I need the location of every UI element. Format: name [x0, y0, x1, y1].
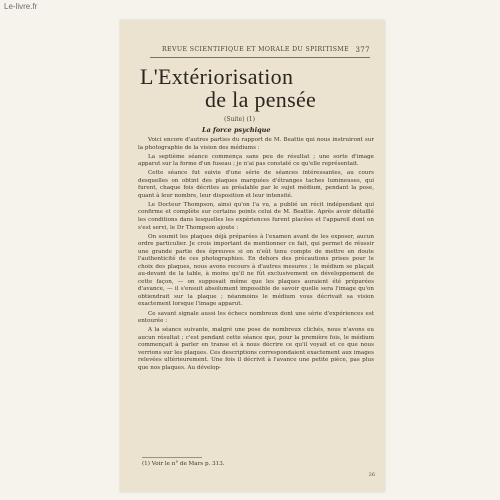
running-head — [150, 46, 370, 58]
paragraph: A la séance suivante, malgré une pose de nombreux clichés, nous n'avons eu aucun résultat ; c'est pendant cette séance que, pour la première fois, le médium commençait à parler en transe et à nous décrire ce qu'il voyait et ce que nous verrions sur les plaques. Ces descriptions correspondaient exactement aux images relevées ultérieurement. Une fois il décrivit à l'avance une petite pièce, pas plus que nos plaques. Au dévelop- — [138, 327, 374, 371]
page-number: 377 — [355, 46, 370, 54]
article-title-line1: L'Extériorisation — [140, 64, 294, 89]
article-subtitle: La force psychique — [202, 126, 271, 134]
footnote: (1) Voir le n° de Mars p. 313. — [142, 461, 225, 467]
footnote-divider — [142, 457, 202, 458]
paragraph: Ce savant signale aussi les échecs nombreux dont une série d'expériences est entourée : — [138, 310, 374, 325]
article-body — [138, 137, 374, 372]
paragraph: Le Docteur Thompson, ainsi qu'on l'a vu, a publié un récit indépendant qui confirme et complète sur certains points celui de M. Beattie. Après avoir détaillé les conditions dans lesquelles les expériences furent placées et l'appareil dont on s'est servi, le Dr Thompson ajoute : — [138, 201, 374, 231]
folio: 26 — [368, 472, 375, 478]
paragraph: La septième séance commença sans peu de résultat ; une sorte d'image apparut sur la forme d'un fuseau ; je n'ai pas constaté ce qu'elle représentait. — [138, 153, 374, 168]
document-page — [120, 20, 385, 492]
watermark: Le-livre.fr — [4, 2, 38, 11]
paragraph: Voici encore d'autres parties du rapport de M. Beattie qui nous instruiront sur la photographie de la vision des médiums : — [138, 137, 374, 151]
paragraph: On soumit les plaques déjà préparées à l'examen avant de les exposer, aucun ordre particulier. Je crois important de mentionner ce fait, qui permet de réussir une grande partie des épreuves si on n'eût tenu compte de mettre en doute l'authenticité de ces photographies. En dehors des précautions prises pour le choix des plaques, nous avons recours à d'autres mesures ; le médium se plaçait au-devant de la table, à moins qu'il ne fût exclusivement en développement de cette façon, — on supposait même que les plaques auraient été préparées d'avance, — il s'ensuit absolument impossible de savoir quelle sera l'image qu'on obtiendrait sur la plaque ; néanmoins le médium vous décrivait sa vision exactement lorsque l'image apparut. — [138, 233, 374, 308]
article-title-line2: de la pensée — [205, 87, 317, 112]
article-continuation-note: (Suite) (1) — [224, 116, 255, 123]
running-head-title: REVUE SCIENTIFIQUE ET MORALE DU SPIRITISME — [162, 46, 350, 53]
paragraph: Cette séance fut suivie d'une série de séances intéressantes, au cours desquelles on obtint des plaques marquées d'étranges taches lumineuses, qui furent, chaque fois décrites au préalable par le sujet médium, pendant la pose, quant à leur nombre, leur disposition et leur intensité. — [138, 170, 374, 199]
